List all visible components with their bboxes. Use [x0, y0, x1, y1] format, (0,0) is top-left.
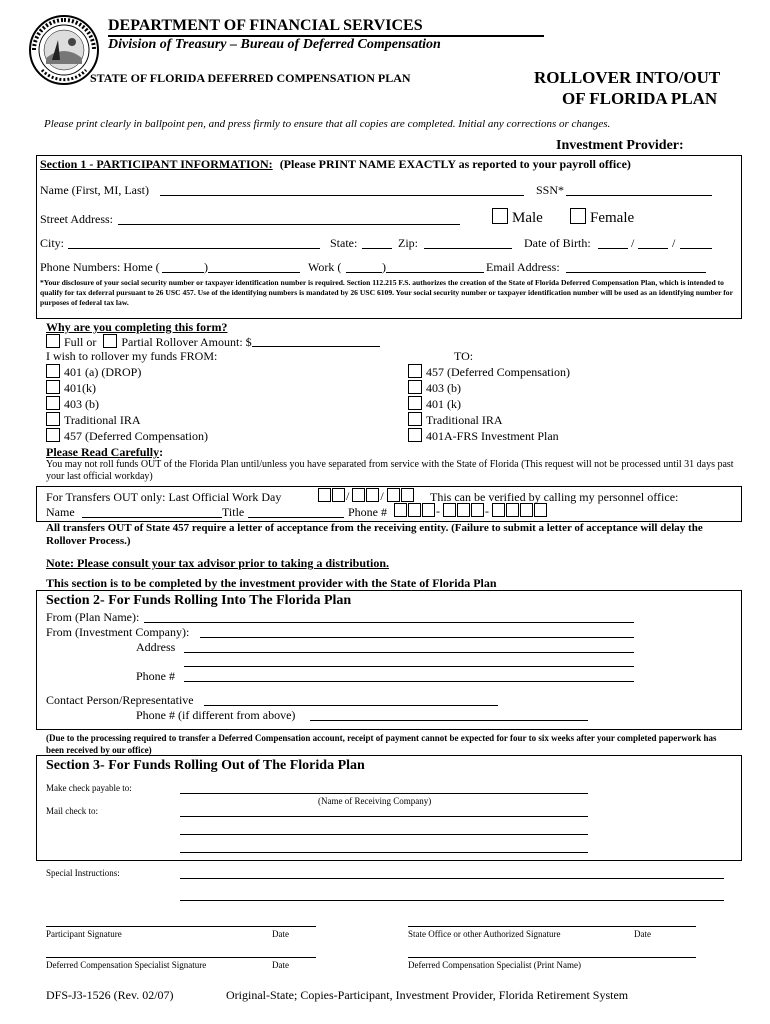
partial-amount-field[interactable]: [252, 346, 380, 347]
from-checkbox[interactable]: [46, 380, 60, 394]
dob-sep-1: /: [631, 236, 635, 250]
plan-name: STATE OF FLORIDA DEFERRED COMPENSATION PLAN: [90, 71, 411, 85]
to-options: [408, 364, 570, 444]
home-area-code-field[interactable]: [162, 272, 204, 273]
male-option[interactable]: Male: [492, 208, 543, 227]
male-checkbox[interactable]: [492, 208, 508, 224]
ssn-disclosure: *Your disclosure of your social security number or taxpayer identification number is required. Section 112.215 F.S. authorizes the creation of the State of Florida Deferred Compensation Plan, which is intended to qualify for tax deferral pursuant to 26 USC 457. Use of the identifying numbers is mandated by 26 USC 6109. Your social security number or taxpayer identification number will be used as an identifying number for purposes of federal tax law.: [40, 278, 733, 307]
to-label: TO:: [454, 349, 474, 363]
name-label: Name (First, MI, Last): [40, 183, 149, 197]
contact-field[interactable]: [204, 705, 498, 706]
special-instructions-field-1[interactable]: [180, 878, 724, 879]
to-option[interactable]: Traditional IRA: [408, 412, 570, 428]
personnel-title-label: Title: [222, 505, 245, 519]
participant-signature-field[interactable]: [46, 926, 316, 927]
personnel-name-field[interactable]: [82, 517, 222, 518]
division-name: Division of Treasury – Bureau of Deferred Compensation: [108, 37, 441, 52]
specialist-signature-field[interactable]: [46, 957, 316, 958]
city-label: City:: [40, 236, 65, 250]
dob-year-field[interactable]: [680, 248, 712, 249]
state-field[interactable]: [362, 248, 392, 249]
home-phone-field[interactable]: [208, 272, 300, 273]
to-option[interactable]: 401 (k): [408, 396, 570, 412]
to-option[interactable]: 403 (b): [408, 380, 570, 396]
address-label: Address: [136, 640, 176, 654]
department-name: DEPARTMENT OF FINANCIAL SERVICES: [108, 17, 423, 34]
transfers-label: For Transfers OUT only: Last Official Work Day: [46, 490, 282, 504]
work-phone-field[interactable]: [386, 272, 484, 273]
form-number: DFS-J3-1526 (Rev. 02/07): [46, 988, 174, 1002]
specialist-print-label: Deferred Compensation Specialist (Print Name): [408, 960, 581, 970]
address-field-2[interactable]: [184, 666, 634, 667]
provider-section-note: This section is to be completed by the investment provider with the State of Florida Plan: [46, 576, 497, 590]
female-checkbox[interactable]: [570, 208, 586, 224]
from-checkbox[interactable]: [46, 412, 60, 426]
personnel-phone-field[interactable]: - -: [394, 503, 548, 519]
participant-date-label: Date: [272, 929, 289, 939]
work-phone-label: Work (: [308, 260, 342, 274]
from-option[interactable]: Traditional IRA: [46, 412, 208, 428]
from-checkbox[interactable]: [46, 364, 60, 378]
home-phone-label: Phone Numbers: Home (: [40, 260, 160, 274]
from-plan-label: From (Plan Name):: [46, 610, 140, 624]
mail-address-field-1[interactable]: [180, 816, 588, 817]
special-instructions-field-2[interactable]: [180, 900, 724, 901]
last-workday-field[interactable]: / /: [318, 488, 415, 504]
from-label: I wish to rollover my funds FROM:: [46, 349, 218, 363]
dob-month-field[interactable]: [598, 248, 628, 249]
street-address-label: Street Address:: [40, 212, 113, 226]
to-checkbox[interactable]: [408, 412, 422, 426]
partial-checkbox[interactable]: [103, 334, 117, 348]
dob-day-field[interactable]: [638, 248, 668, 249]
from-checkbox[interactable]: [46, 396, 60, 410]
home-phone-close: ): [204, 260, 208, 274]
special-instructions-label: Special Instructions:: [46, 868, 120, 878]
from-option[interactable]: 401(k): [46, 380, 208, 396]
read-carefully-heading: Please Read Carefully:: [46, 445, 164, 459]
ssn-label: SSN*: [536, 183, 565, 197]
tax-advisor-note: Note: Please consult your tax advisor prior to taking a distribution.: [46, 556, 390, 570]
section2-title: Section 2- For Funds Rolling Into The Florida Plan: [46, 593, 352, 608]
contact-phone-label: Phone # (if different from above): [136, 708, 296, 722]
letter-of-acceptance-note: All transfers OUT of State 457 require a letter of acceptance from the receiving entity. (Failure to submit a letter of acceptance will delay the Rollover Process.): [46, 522, 703, 547]
distribution-text: Original-State; Copies-Participant, Investment Provider, Florida Retirement System: [226, 988, 629, 1002]
section3-title: Section 3- For Funds Rolling Out of The Florida Plan: [46, 758, 365, 773]
contact-label: Contact Person/Representative: [46, 693, 194, 707]
from-company-label: From (Investment Company):: [46, 625, 190, 639]
from-option[interactable]: 403 (b): [46, 396, 208, 412]
from-checkbox[interactable]: [46, 428, 60, 442]
to-checkbox[interactable]: [408, 396, 422, 410]
company-phone-label: Phone #: [136, 669, 175, 683]
from-option[interactable]: 401 (a) (DROP): [46, 364, 208, 380]
state-office-date-label: Date: [634, 929, 651, 939]
to-checkbox[interactable]: [408, 380, 422, 394]
contact-phone-field[interactable]: [310, 720, 588, 721]
state-label: State:: [330, 236, 358, 250]
read-carefully-text: You may not roll funds OUT of the Florida Plan until/unless you have separated from service with the State of Florida (This request will not be processed until 31 days past your last official workday): [46, 459, 734, 482]
investment-provider-label: Investment Provider:: [556, 138, 684, 153]
personnel-title-field[interactable]: [248, 517, 344, 518]
from-company-field[interactable]: [200, 637, 634, 638]
specialist-print-field[interactable]: [408, 957, 696, 958]
verify-text: This can be verified by calling my personnel office:: [430, 490, 679, 504]
personnel-name-label: Name: [46, 505, 75, 519]
female-option[interactable]: Female: [570, 208, 634, 227]
name-field[interactable]: [160, 195, 524, 196]
zip-label: Zip:: [398, 236, 418, 250]
work-phone-close: ): [382, 260, 386, 274]
full-checkbox[interactable]: [46, 334, 60, 348]
city-field[interactable]: [68, 248, 320, 249]
rollover-type: Full or Partial Rollover Amount: $: [46, 334, 252, 350]
zip-field[interactable]: [424, 248, 512, 249]
form-title-line1: ROLLOVER INTO/OUT: [534, 68, 721, 87]
payable-field[interactable]: [180, 793, 588, 794]
to-option[interactable]: 401A-FRS Investment Plan: [408, 428, 570, 444]
ssn-field[interactable]: [566, 195, 712, 196]
form-title-line2: OF FLORIDA PLAN: [562, 89, 718, 108]
to-checkbox[interactable]: [408, 364, 422, 378]
company-phone-field[interactable]: [184, 681, 634, 682]
street-address-field[interactable]: [118, 224, 460, 225]
dob-label: Date of Birth:: [524, 236, 591, 250]
to-option[interactable]: 457 (Deferred Compensation): [408, 364, 570, 380]
personnel-phone-label: Phone #: [348, 505, 387, 519]
to-checkbox[interactable]: [408, 428, 422, 442]
payable-label: Make check payable to:: [46, 783, 132, 793]
specialist-signature-label: Deferred Compensation Specialist Signature: [46, 960, 207, 970]
from-option[interactable]: 457 (Deferred Compensation): [46, 428, 208, 444]
mail-address-field-3[interactable]: [180, 852, 588, 853]
mail-check-label: Mail check to:: [46, 806, 98, 816]
email-field[interactable]: [566, 272, 706, 273]
why-heading: Why are you completing this form?: [46, 320, 228, 334]
receiving-company-caption: (Name of Receiving Company): [318, 796, 432, 806]
specialist-date-label: Date: [272, 960, 289, 970]
from-options: [46, 364, 208, 444]
dob-sep-2: /: [672, 236, 676, 250]
instructions-text: Please print clearly in ballpoint pen, and press firmly to ensure that all copies are completed. Initial any corrections or changes.: [44, 118, 611, 130]
from-plan-field[interactable]: [144, 622, 634, 623]
mail-address-field-2[interactable]: [180, 834, 588, 835]
state-office-signature-field[interactable]: [408, 926, 696, 927]
address-field-1[interactable]: [184, 652, 634, 653]
work-area-code-field[interactable]: [346, 272, 382, 273]
email-label: Email Address:: [486, 260, 560, 274]
section1-title: Section 1 - PARTICIPANT INFORMATION: (Please PRINT NAME EXACTLY as reported to your payroll office): [40, 157, 631, 171]
participant-signature-label: Participant Signature: [46, 929, 122, 939]
processing-note: (Due to the processing required to transfer a Deferred Compensation account, receipt of payment cannot be expected for four to six weeks after your completed paperwork has been received by our office): [46, 733, 717, 755]
state-office-signature-label: State Office or other Authorized Signature: [408, 929, 561, 939]
